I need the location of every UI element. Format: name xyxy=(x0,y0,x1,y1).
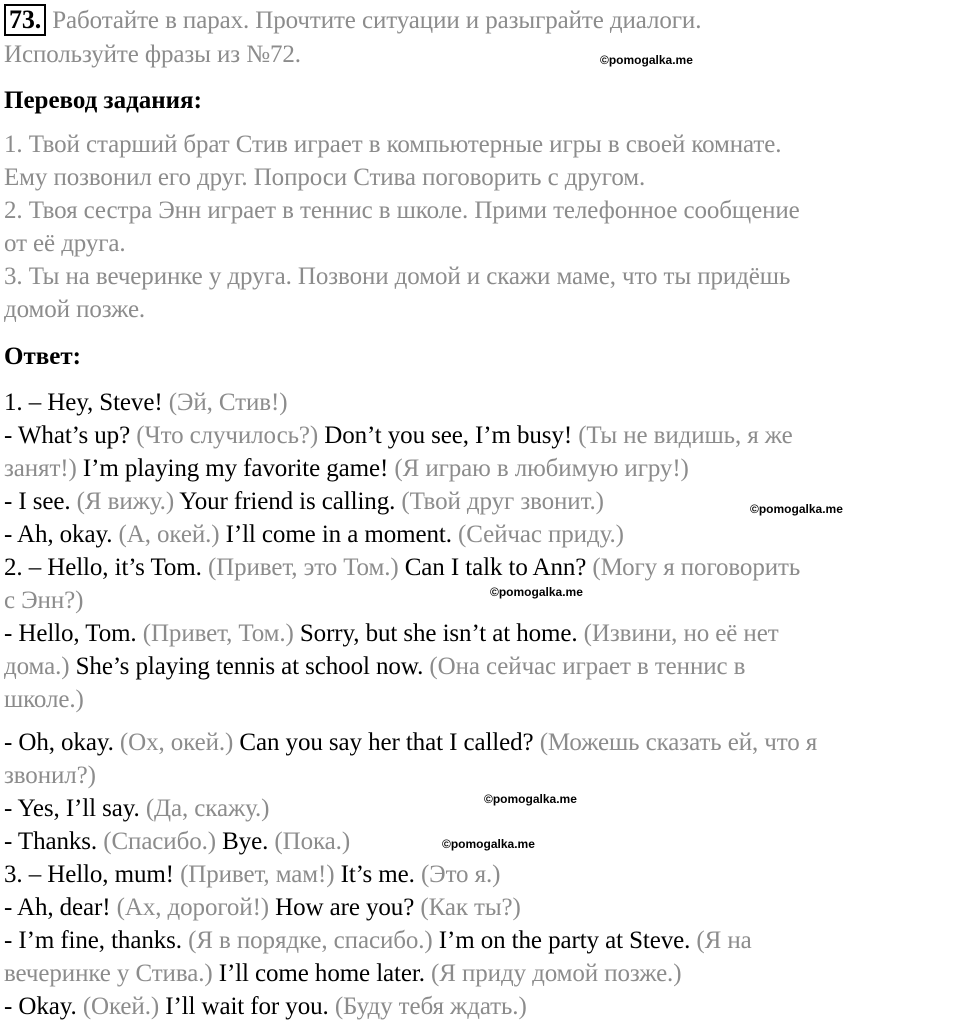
translation-block xyxy=(4,128,800,326)
answer-line xyxy=(4,891,817,924)
english-phrase: - What’s up? xyxy=(4,422,137,449)
watermark: ©pomogalka.me xyxy=(600,53,693,67)
russian-translation: (Спасибо.) xyxy=(103,828,223,855)
watermark: ©pomogalka.me xyxy=(484,792,577,806)
russian-translation: (Пока.) xyxy=(274,828,351,855)
answer-line xyxy=(4,957,817,990)
english-phrase: Don’t you see, I’m busy! xyxy=(324,422,579,449)
english-phrase: - I see. xyxy=(4,488,77,515)
translation-line: от её друга. xyxy=(4,230,126,257)
task-number: 73. xyxy=(4,4,46,36)
russian-translation: (Сейчас приду.) xyxy=(458,521,624,548)
russian-translation: (Что случилось?) xyxy=(136,422,325,449)
english-phrase: Bye. xyxy=(222,828,275,855)
russian-translation: с Энн?) xyxy=(4,587,84,614)
russian-translation: (Я в порядке, спасибо.) xyxy=(188,927,439,954)
english-phrase: - Yes, I’ll say. xyxy=(4,795,146,822)
russian-translation: (Я приду домой позже.) xyxy=(431,960,682,987)
russian-translation: (Привет, мам!) xyxy=(180,861,341,888)
russian-translation: (Она сейчас играет в теннис в xyxy=(429,653,746,680)
answer-line xyxy=(4,990,817,1023)
russian-translation: (Ох, окей.) xyxy=(119,729,240,756)
english-phrase: - I’m fine, thanks. xyxy=(4,927,189,954)
answer-line xyxy=(4,858,817,891)
answer-line xyxy=(4,617,817,650)
russian-translation: занят!) xyxy=(4,455,83,482)
english-phrase: Your friend is calling. xyxy=(179,488,402,515)
russian-translation: (Привет, это Том.) xyxy=(207,554,405,581)
task-line-1 xyxy=(4,4,701,37)
answer-line xyxy=(4,924,817,957)
answer-block xyxy=(4,386,817,1023)
answer-line xyxy=(4,419,817,452)
russian-translation: (Эй, Стив!) xyxy=(168,389,288,416)
task-text-2: Используйте фразы из №72. xyxy=(4,41,301,68)
russian-translation: (Можешь сказать ей, что я xyxy=(539,729,818,756)
english-phrase: I’ll wait for you. xyxy=(165,993,335,1020)
answer-line xyxy=(4,792,817,825)
task-text-1: Работайте в парах. Прочтите ситуации и разыграйте диалоги. xyxy=(52,7,702,34)
russian-translation: (Могу я поговорить xyxy=(592,554,801,581)
translation-line: домой позже. xyxy=(4,296,146,323)
russian-translation: (Твой друг звонит.) xyxy=(401,488,604,515)
english-phrase: I’ll come in a moment. xyxy=(225,521,458,548)
translation-line: 3. Ты на вечеринке у друга. Позвони домой и скажи маме, что ты придёшь xyxy=(4,263,791,290)
english-phrase: 2. – Hello, it’s Tom. xyxy=(4,554,208,581)
english-phrase: - Oh, okay. xyxy=(4,729,120,756)
translation-line: Ему позвонил его друг. Попроси Стива поговорить с другом. xyxy=(4,164,646,191)
answer-heading: Ответ: xyxy=(4,343,81,370)
translation-heading: Перевод задания: xyxy=(4,87,202,114)
answer-line xyxy=(4,485,817,518)
answer-line xyxy=(4,825,817,858)
english-phrase: Sorry, but she isn’t at home. xyxy=(299,620,584,647)
russian-translation: (Да, скажу.) xyxy=(145,795,270,822)
english-phrase: Can you say her that I called? xyxy=(239,729,540,756)
answer-line xyxy=(4,518,817,551)
answer-line xyxy=(4,584,817,617)
russian-translation: (Ты не видишь, я же xyxy=(578,422,793,449)
english-phrase: - Thanks. xyxy=(4,828,104,855)
russian-translation: (Как ты?) xyxy=(420,894,521,921)
answer-line xyxy=(4,683,817,716)
watermark: ©pomogalka.me xyxy=(750,502,843,516)
russian-translation: (Окей.) xyxy=(82,993,166,1020)
answer-line xyxy=(4,386,817,419)
answer-line xyxy=(4,452,817,485)
english-phrase: How are you? xyxy=(275,894,421,921)
russian-translation: (Привет, Том.) xyxy=(142,620,300,647)
answer-line xyxy=(4,551,817,584)
english-phrase: It’s me. xyxy=(340,861,421,888)
russian-translation: (Я играю в любимую игру!) xyxy=(394,455,689,482)
english-phrase: Can I talk to Ann? xyxy=(404,554,593,581)
russian-translation: звонил?) xyxy=(4,762,96,789)
watermark: ©pomogalka.me xyxy=(442,837,535,851)
russian-translation: школе.) xyxy=(4,686,84,713)
russian-translation: (Буду тебя ждать.) xyxy=(334,993,527,1020)
english-phrase: 3. – Hello, mum! xyxy=(4,861,181,888)
english-phrase: - Okay. xyxy=(4,993,83,1020)
russian-translation: вечеринке у Стива.) xyxy=(4,960,219,987)
russian-translation: (А, окей.) xyxy=(118,521,226,548)
russian-translation: дома.) xyxy=(4,653,76,680)
russian-translation: (Я вижу.) xyxy=(76,488,180,515)
english-phrase: I’m on the party at Steve. xyxy=(438,927,697,954)
watermark: ©pomogalka.me xyxy=(490,585,583,599)
russian-translation: (Извини, но её нет xyxy=(583,620,779,647)
russian-translation: (Ах, дорогой!) xyxy=(116,894,276,921)
russian-translation: (Я на xyxy=(696,927,752,954)
english-phrase: - Ah, dear! xyxy=(4,894,117,921)
english-phrase: She’s playing tennis at school now. xyxy=(75,653,430,680)
english-phrase: I’m playing my favorite game! xyxy=(82,455,395,482)
answer-line xyxy=(4,726,817,759)
answer-line xyxy=(4,759,817,792)
russian-translation: (Это я.) xyxy=(420,861,501,888)
english-phrase: - Hello, Tom. xyxy=(4,620,143,647)
translation-line: 1. Твой старший брат Стив играет в компьютерные игры в своей комнате. xyxy=(4,131,782,158)
english-phrase: I’ll come home later. xyxy=(218,960,432,987)
english-phrase: - Ah, okay. xyxy=(4,521,119,548)
translation-line: 2. Твоя сестра Энн играет в теннис в школе. Прими телефонное сообщение xyxy=(4,197,800,224)
english-phrase: 1. – Hey, Steve! xyxy=(4,389,169,416)
answer-line xyxy=(4,650,817,683)
